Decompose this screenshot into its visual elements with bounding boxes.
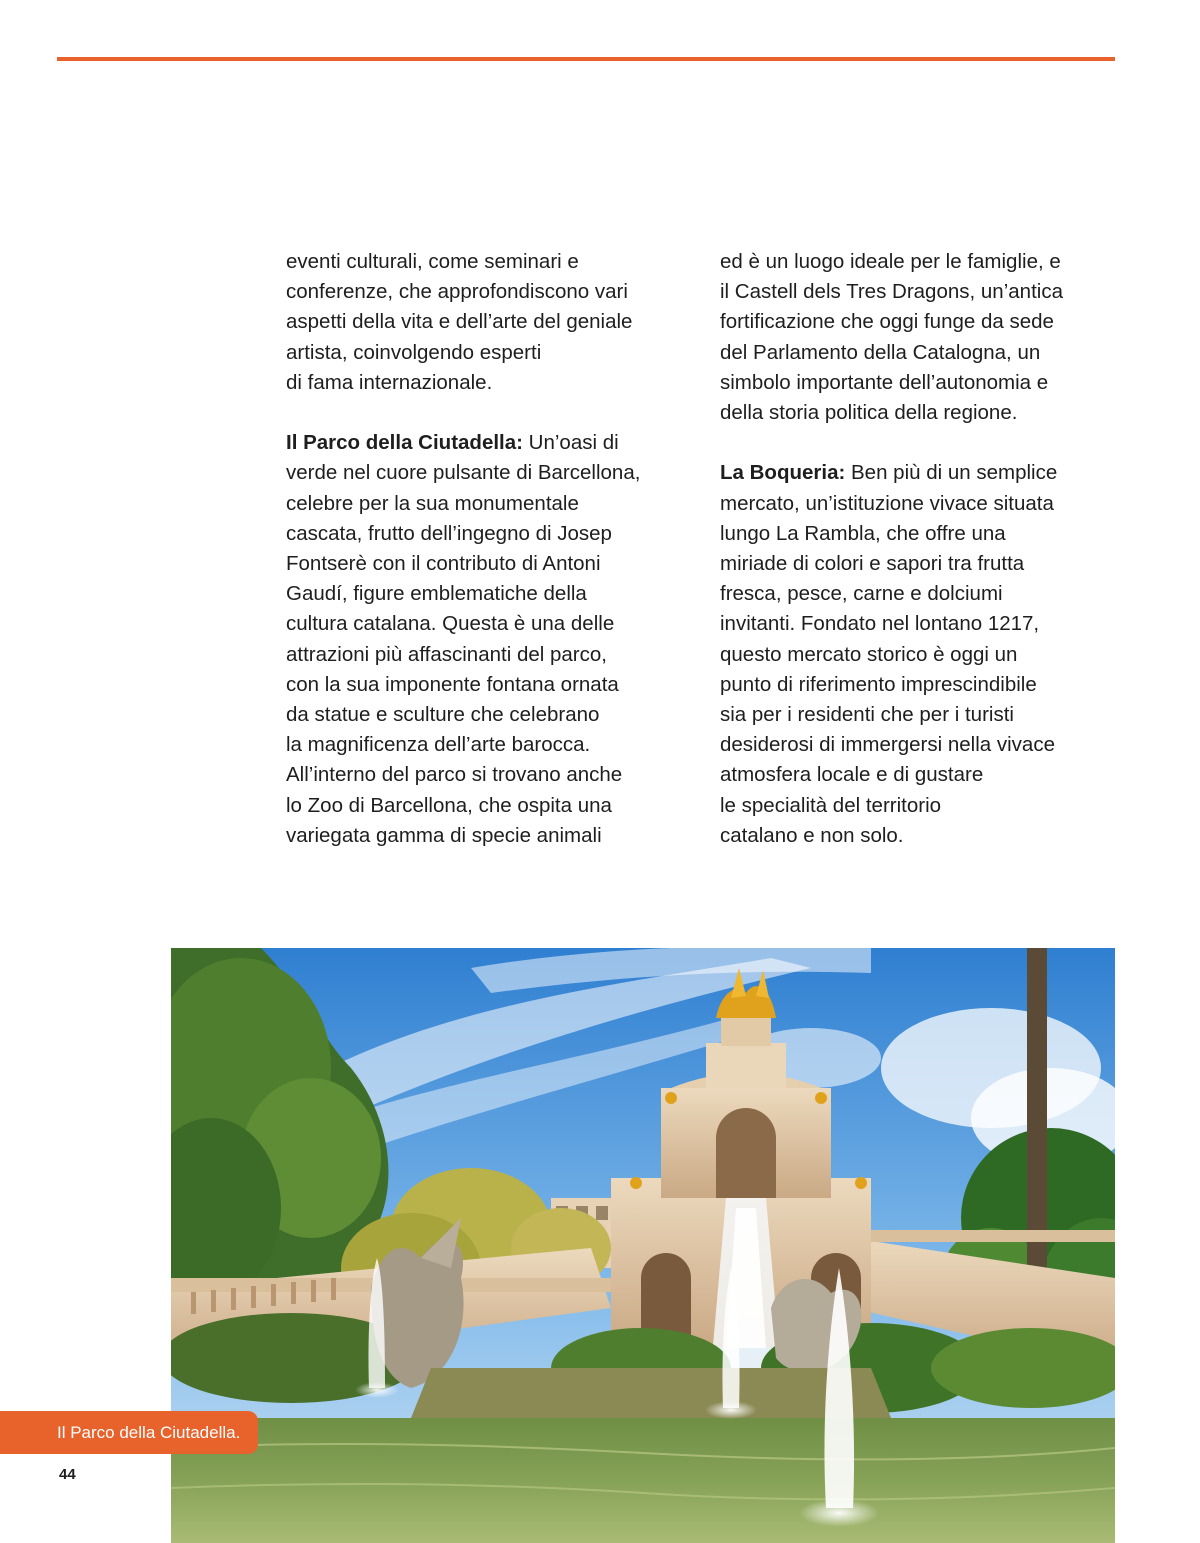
text-line: punto di riferimento imprescindibile	[720, 672, 1037, 696]
parco-heading-rest: Un’oasi di	[522, 431, 619, 455]
text-line: la magnificenza dell’arte barocca.	[286, 733, 591, 757]
text-line: del Parlamento della Catalogna, un	[720, 340, 1041, 364]
text-line: lungo La Rambla, che offre una	[720, 521, 1006, 545]
text-line: desiderosi di immergersi nella vivace	[720, 733, 1055, 757]
text-line: simbolo importante dell’autonomia e	[720, 370, 1049, 394]
left-column	[286, 247, 706, 851]
text-line: invitanti. Fondato nel lontano 1217,	[720, 612, 1040, 636]
text-line: di fama internazionale.	[286, 370, 493, 394]
text-line: All’interno del parco si trovano anche	[286, 763, 623, 787]
text-line: ed è un luogo ideale per le famiglie, e	[720, 250, 1061, 273]
boqueria-heading-rest: Ben più di un semplice	[845, 461, 1058, 485]
page-number: 44	[59, 1466, 76, 1483]
text-line: verde nel cuore pulsante di Barcellona,	[286, 461, 641, 485]
text-line: questo mercato storico è oggi un	[720, 642, 1018, 666]
text-line: atmosfera locale e di gustare	[720, 763, 984, 787]
photo-caption: Il Parco della Ciutadella.	[0, 1411, 258, 1454]
text-line: con la sua imponente fontana ornata	[286, 672, 619, 696]
text-line: cascata, frutto dell’ingegno di Josep	[286, 521, 612, 545]
text-line: catalano e non solo.	[720, 823, 904, 847]
boqueria-heading: La Boqueria:	[720, 461, 846, 485]
text-line: artista, coinvolgendo esperti	[286, 340, 542, 364]
text-line: lo Zoo di Barcellona, che ospita una	[286, 793, 612, 817]
parco-ciutadella-photo	[171, 948, 1115, 1543]
text-line: mercato, un’istituzione vivace situata	[720, 491, 1054, 515]
text-line: della storia politica della regione.	[720, 401, 1018, 425]
text-line: il Castell dels Tres Dragons, un’antica	[720, 280, 1063, 304]
text-line: Fontserè con il contributo di Antoni	[286, 552, 601, 576]
paragraph-gap	[720, 428, 1115, 458]
text-line: fresca, pesce, carne e dolciumi	[720, 582, 1003, 606]
text-line: aspetti della vita e dell’arte del geniale	[286, 310, 633, 334]
text-line: attrazioni più affascinanti del parco,	[286, 642, 607, 666]
text-line: fortificazione che oggi funge da sede	[720, 310, 1054, 334]
header-rule	[57, 57, 1115, 61]
text-line: variegata gamma di specie animali	[286, 823, 602, 847]
text-line: celebre per la sua monumentale	[286, 491, 579, 515]
text-line: miriade di colori e sapori tra frutta	[720, 552, 1025, 576]
text-line: conferenze, che approfondiscono vari	[286, 280, 628, 304]
parco-heading: Il Parco della Ciutadella:	[286, 431, 523, 455]
boqueria-heading-line	[720, 458, 1115, 488]
text-line: Gaudí, figure emblematiche della	[286, 582, 587, 606]
text-line: da statue e sculture che celebrano	[286, 703, 600, 727]
text-line: eventi culturali, come seminari e	[286, 250, 579, 273]
parco-heading-line	[286, 428, 706, 458]
text-line: cultura catalana. Questa è una delle	[286, 612, 615, 636]
paragraph-gap	[286, 398, 706, 428]
right-column	[720, 247, 1115, 851]
text-line: le specialità del territorio	[720, 793, 942, 817]
text-line: sia per i residenti che per i turisti	[720, 703, 1014, 727]
